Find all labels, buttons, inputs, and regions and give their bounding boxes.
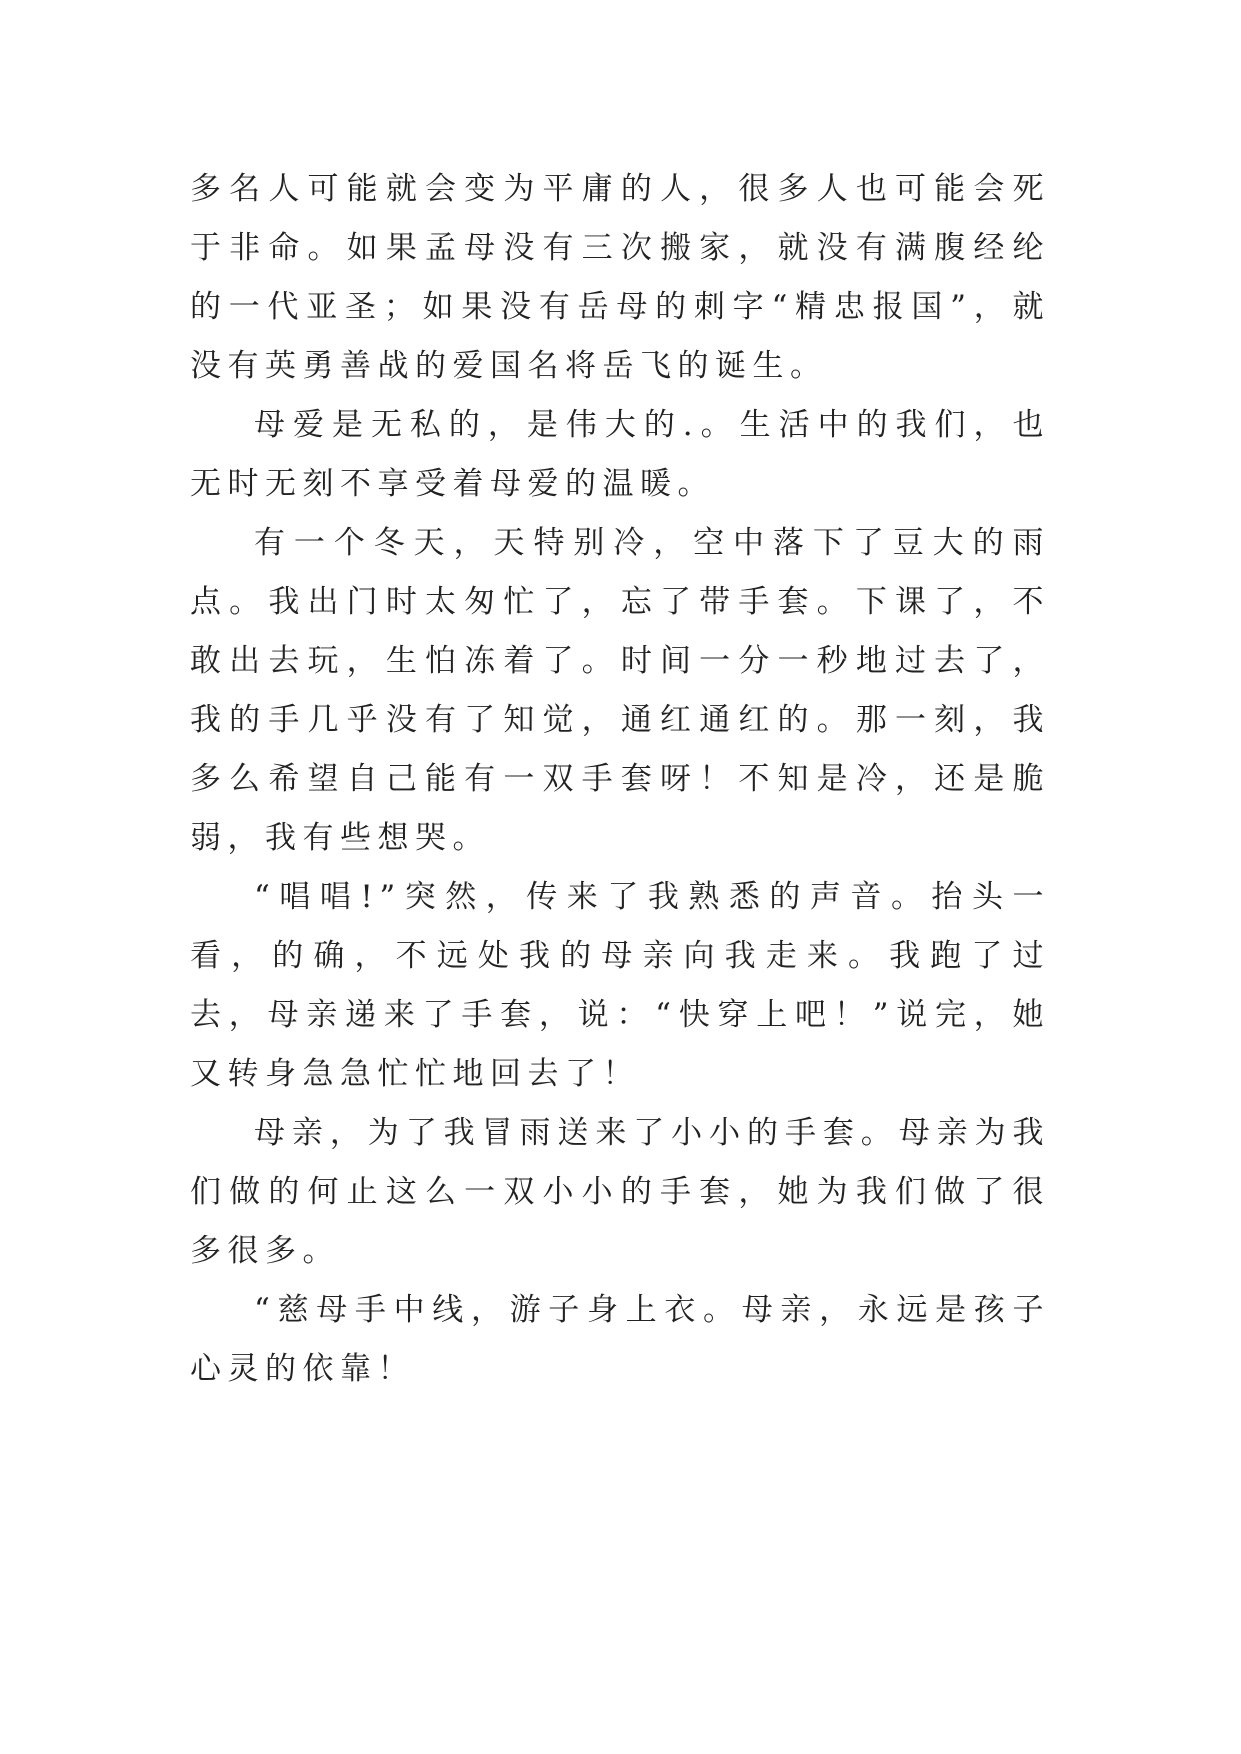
paragraph-gloves: 母亲，为了我冒雨送来了小小的手套。母亲为我们做的何止这么一双小小的手套，她为我们做了很多很多。 [190, 1115, 1050, 1269]
paragraph-continued: 多名人可能就会变为平庸的人，很多人也可能会死于非命。如果孟母没有三次搬家，就没有满腹经纶的一代亚圣；如果没有岳母的刺字“精忠报国”，就没有英勇善战的爱国名将岳飞的诞生。 [190, 171, 1050, 384]
paragraph-mother-arrives: “唱唱!”突然，传来了我熟悉的声音。抬头一看，的确，不远处我的母亲向我走来。我跑了过去，母亲递来了手套，说：“快穿上吧！”说完，她又转身急急忙忙地回去了！ [190, 879, 1050, 1092]
paragraph-closing-poem: “慈母手中线，游子身上衣。母亲，永远是孩子心灵的依靠！ [190, 1292, 1050, 1387]
paragraph-winter-day: 有一个冬天，天特别冷，空中落下了豆大的雨点。我出门时太匆忙了，忘了带手套。下课了，不敢出去玩，生怕冻着了。时间一分一秒地过去了，我的手几乎没有了知觉，通红通红的。那一刻，我多么希望自己能有一双手套呀！不知是冷，还是脆弱，我有些想哭。 [190, 525, 1050, 856]
document-body [190, 160, 1050, 1399]
paragraph-maternal-love: 母爱是无私的，是伟大的.。生活中的我们，也无时无刻不享受着母爱的温暖。 [190, 407, 1050, 502]
